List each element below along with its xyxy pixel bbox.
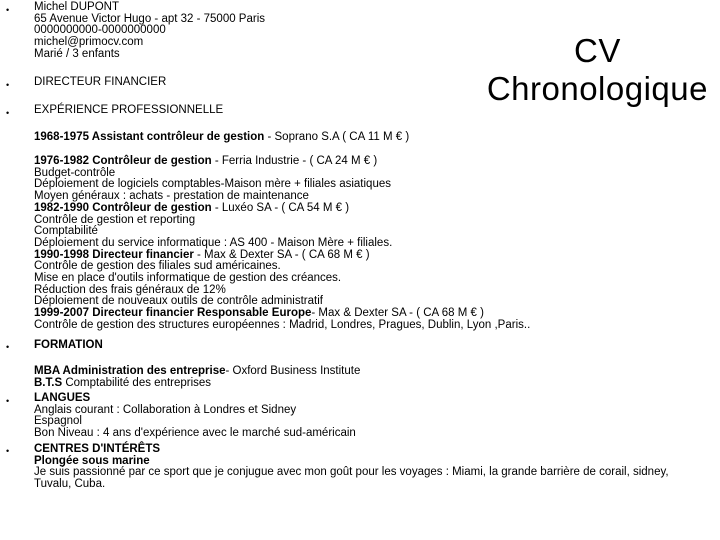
job-3-detail: Contrôle de gestion et reporting <box>34 213 196 226</box>
mba-school: - Oxford Business Institute <box>225 365 361 377</box>
name: Michel DUPONT <box>34 1 119 13</box>
job-4-detail: Réduction des frais généraux de 12% <box>34 283 226 296</box>
langues-heading: LANGUES <box>34 392 91 404</box>
bullet-formation: • <box>6 342 10 352</box>
bts-title: B.T.S <box>34 376 63 389</box>
job-1-company: - Soprano S.A ( CA 11 M € ) <box>264 131 410 143</box>
langue-line: Espagnol <box>34 415 82 428</box>
interets-block <box>34 444 669 491</box>
bts-detail: Comptabilité des entreprises <box>62 376 212 389</box>
document-title <box>487 32 708 108</box>
identity-block <box>34 2 265 61</box>
interets-line: Je suis passionné par ce sport que je conjugue avec mon goût pour les voyages : Miami, la grande barrière de corail, sidney, <box>34 466 669 479</box>
job-4-detail: Déploiement de nouveaux outils de contrôle administratif <box>34 295 323 308</box>
job-2-title: 1976-1982 Contrôleur de gestion <box>34 155 212 167</box>
interets-sub: Plongée sous marine <box>34 454 150 467</box>
job-2 <box>34 156 530 332</box>
interets-line: Tuvalu, Cuba. <box>34 478 106 491</box>
job-4-detail: Contrôle de gestion des filiales sud américaines. <box>34 260 281 273</box>
job-3-company: - Luxéo SA - ( CA 54 M € ) <box>211 201 350 214</box>
experience-heading: EXPÉRIENCE PROFESSIONNELLE <box>34 104 224 116</box>
mba-title: MBA Administration des entreprise <box>34 365 226 377</box>
langue-line: Anglais courant : Collaboration à Londres et Sidney <box>34 403 297 416</box>
job-3-detail: Comptabilité <box>34 225 98 238</box>
job-2-company: - Ferria Industrie - ( CA 24 M € ) <box>211 155 378 167</box>
bullet-interets: • <box>6 446 10 456</box>
phone: 0000000000-0000000000 <box>34 24 166 37</box>
job-2-detail: Moyen généraux : achats - prestation de maintenance <box>34 190 309 203</box>
bullet-identity: • <box>6 5 10 15</box>
job-3-title: 1982-1990 Contrôleur de gestion <box>34 201 212 214</box>
job-2-detail: Déploiement de logiciels comptables-Maison mère + filiales asiatiques <box>34 178 391 191</box>
bullet-experience: • <box>6 108 10 118</box>
job-1 <box>34 132 409 144</box>
job-3-detail: Déploiement du service informatique : AS 400 - Maison Mère + filiales. <box>34 236 393 249</box>
position-title: DIRECTEUR FINANCIER <box>34 76 167 88</box>
job-4-detail: Mise en place d'outils informatique de gestion des créances. <box>34 272 342 285</box>
langue-line: Bon Niveau : 4 ans d'expérience avec le marché sud-américain <box>34 427 356 440</box>
bullet-langues: • <box>6 396 10 406</box>
job-5-title: 1999-2007 Directeur financier Responsable Europe <box>34 307 312 320</box>
job-1-title: 1968-1975 Assistant contrôleur de gestion <box>34 131 265 143</box>
interets-heading: CENTRES D'INTÉRÊTS <box>34 443 161 455</box>
langues-block <box>34 393 356 440</box>
address: 65 Avenue Victor Hugo - apt 32 - 75000 Paris <box>34 12 266 25</box>
formation-heading: FORMATION <box>34 339 103 351</box>
marital-status: Marié / 3 enfants <box>34 47 120 60</box>
job-4-title: 1990-1998 Directeur financier <box>34 248 194 261</box>
job-4-company: - Max & Dexter SA - ( CA 68 M € ) <box>193 248 370 261</box>
email: michel@primocv.com <box>34 36 144 49</box>
title-line-2: Chronologique <box>486 70 708 107</box>
job-5-company: - Max & Dexter SA - ( CA 68 M € ) <box>311 307 484 320</box>
formation-block <box>34 366 360 389</box>
title-line-1: CV <box>573 32 621 69</box>
job-5-detail: Contrôle de gestion des structures européennes : Madrid, Londres, Pragues, Dublin, Lyon ,Paris.. <box>34 318 531 331</box>
bullet-position: • <box>6 80 10 90</box>
job-2-detail: Budget-contrôle <box>34 166 116 179</box>
